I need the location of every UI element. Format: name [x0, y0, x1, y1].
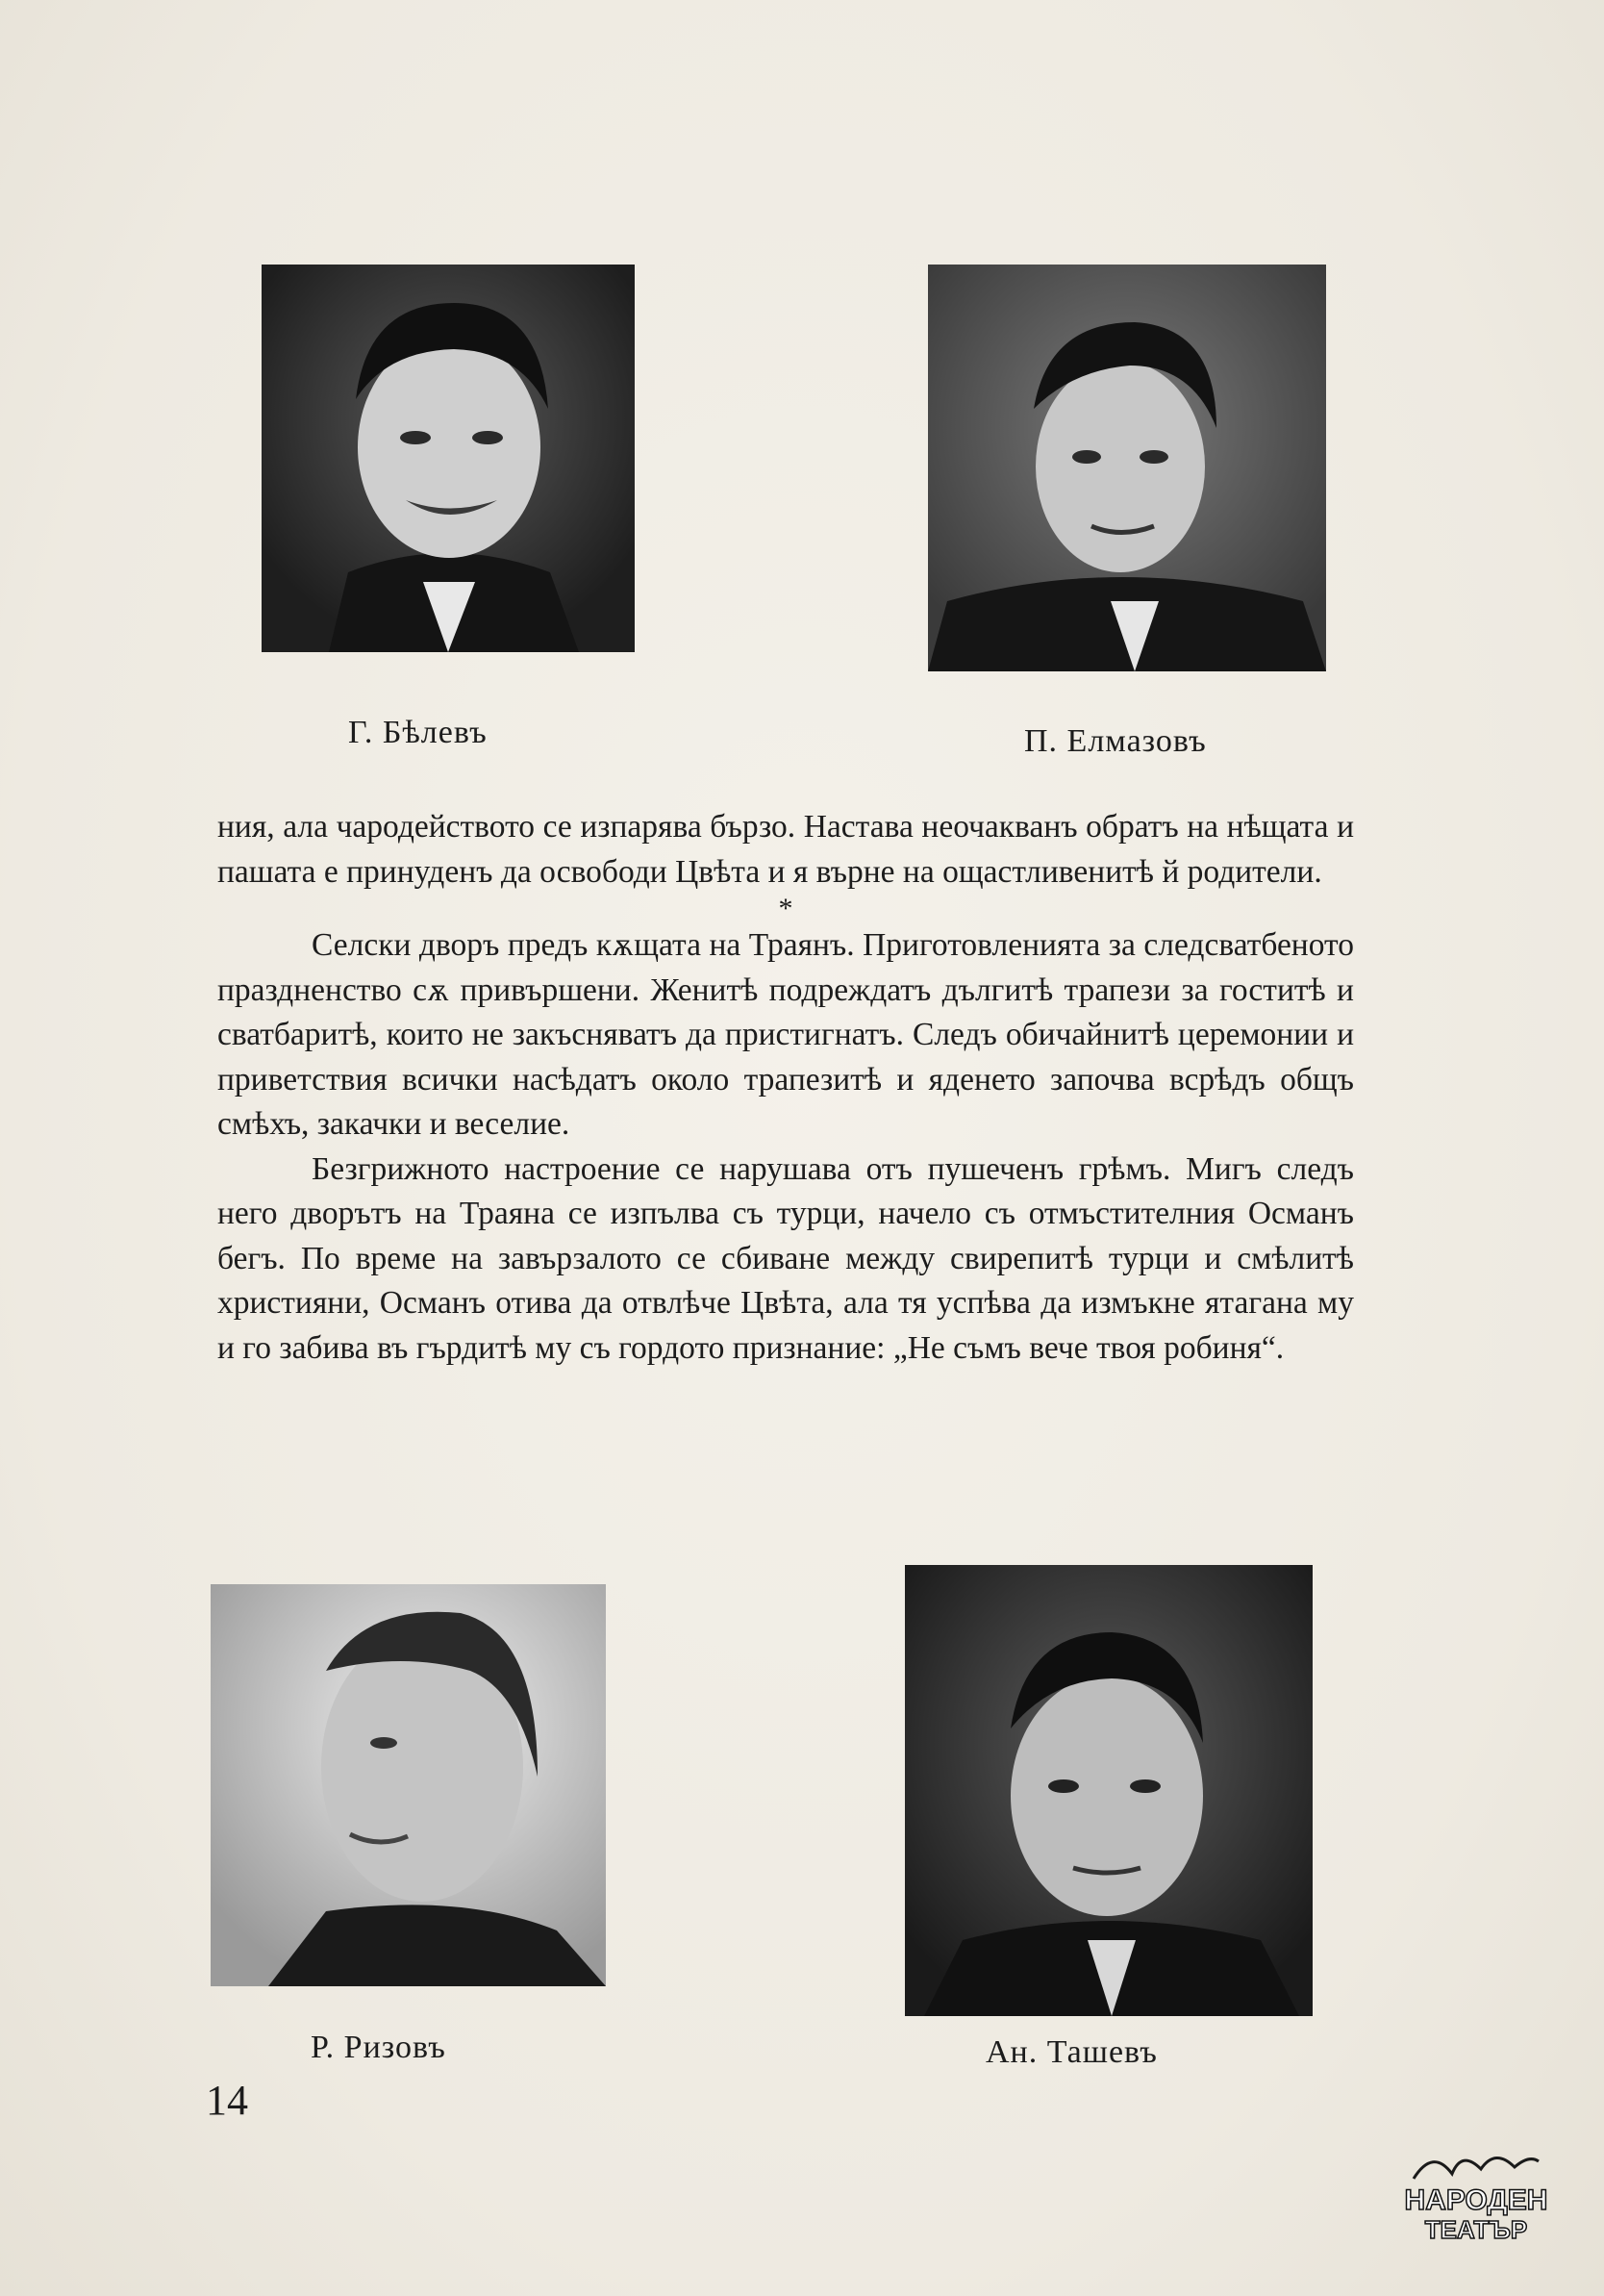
stamp-line1: НАРОДЕН: [1404, 2184, 1548, 2216]
page-number: 14: [206, 2077, 248, 2124]
portrait-photo-rizov: [211, 1584, 606, 1986]
paragraph: ния, ала чародейството се изпарява бързо. Настава неочакванъ обратъ на нѣщата и пашата е принуденъ да освободи Цвѣта и я върне на ощастливенитѣ й родители.: [217, 809, 1354, 890]
paragraph: Селски дворъ предъ кѫщата на Траянъ. Приготовленията за следсватбеното праздненство сѫ привършени. Женитѣ подреждатъ дългитѣ трапези за гоститѣ и сватбаритѣ, които не закъсняватъ да пристигнатъ. Следъ обичайнитѣ церемонии и приветствия всички насѣдатъ около трапезитѣ и яденето започва всрѣдъ общъ смѣхъ, закачки и веселие.: [217, 927, 1354, 1142]
section-separator: *: [778, 893, 793, 924]
portrait-caption: П. Елмазовъ: [1024, 723, 1207, 759]
library-stamp: [1394, 2140, 1558, 2246]
body-text: [217, 805, 1354, 1371]
portrait-photo-belev: [262, 265, 635, 652]
portrait-photo-tashev: [905, 1565, 1313, 2016]
portrait-caption: Ан. Ташевъ: [986, 2034, 1158, 2070]
portrait-caption: Г. Бѣлевъ: [348, 715, 488, 750]
stamp-line2: ТЕАТЪР: [1424, 2215, 1528, 2244]
portrait-photo-elmazov: [928, 265, 1326, 671]
paragraph: Безгрижното настроение се нарушава отъ пушеченъ грѣмъ. Мигъ следъ него дворътъ на Траяна се изпълва съ турци, начело съ отмъстителния Османъ бегъ. По време на завързалото се сбиване между свирепитѣ турци и смѣлитѣ християни, Османъ отива да отвлѣче Цвѣта, ала тя успѣва да измъкне ятагана му и го забива въ гърдитѣ му съ гордото признание: „Не съмъ вече твоя робиня“.: [217, 1150, 1354, 1366]
portrait-caption: Р. Ризовъ: [311, 2030, 446, 2065]
